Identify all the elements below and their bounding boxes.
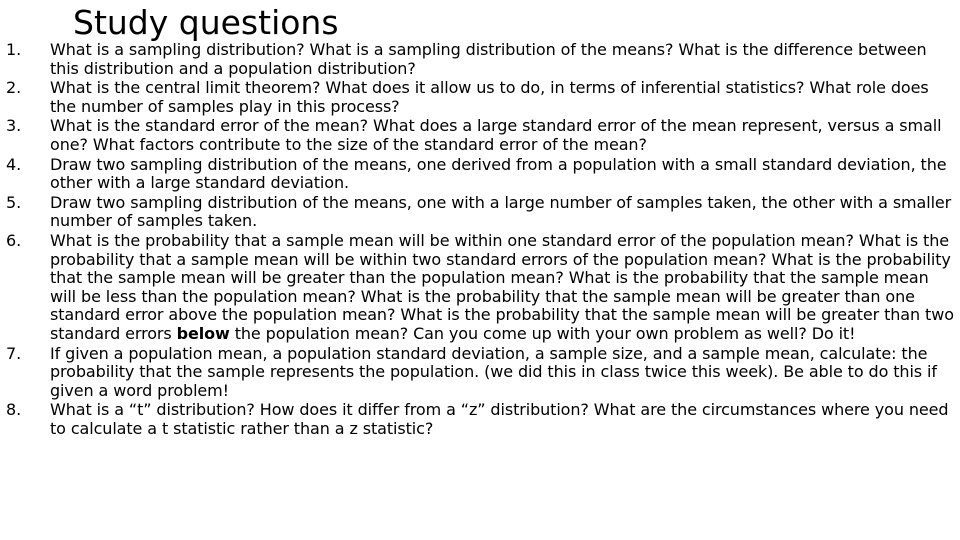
list-item <box>0 345 960 401</box>
list-item <box>0 41 960 78</box>
list-item <box>0 194 960 231</box>
question-number: 4. <box>6 154 22 174</box>
question-number: 7. <box>6 343 22 363</box>
question-text: What is a sampling distribution? What is a sampling distribution of the means? What is the difference between this distribution and a population distribution? <box>50 40 927 78</box>
question-text: What is the standard error of the mean? What does a large standard error of the mean represent, versus a small one? What factors contribute to the size of the standard error of the mean? <box>50 116 942 154</box>
question-text: Draw two sampling distribution of the means, one derived from a population with a small standard deviation, the other with a large standard deviation. <box>50 154 947 193</box>
question-list <box>0 41 960 439</box>
page-title: Study questions <box>73 3 339 42</box>
question-number: 8. <box>6 400 22 420</box>
question-number: 6. <box>6 230 22 250</box>
list-item <box>0 156 960 193</box>
question-text: What is a “t” distribution? How does it differ from a “z” distribution? What are the circumstances where you need to calculate a t statistic rather than a z statistic? <box>50 400 949 438</box>
list-item <box>0 401 960 438</box>
emphasis-text: below <box>176 323 230 343</box>
question-text: Draw two sampling distribution of the means, one with a large number of samples taken, the other with a smaller number of samples taken. <box>50 192 952 231</box>
question-number: 5. <box>6 192 22 212</box>
question-text: If given a population mean, a population standard deviation, a sample size, and a sample mean, calculate: the probability that the sample represents the population. (we did this in class twice this week). Be able to do this if given a word problem! <box>50 343 937 400</box>
list-item <box>0 232 960 344</box>
list-item <box>0 79 960 116</box>
question-number: 2. <box>6 78 22 98</box>
question-number: 1. <box>6 40 22 59</box>
list-item <box>0 117 960 154</box>
question-text-part: the population mean? Can you come up with your own problem as well? Do it! <box>229 323 856 343</box>
question-text: What is the central limit theorem? What does it allow us to do, in terms of inferential statistics? What role does the number of samples play in this process? <box>50 78 929 116</box>
question-number: 3. <box>6 116 22 136</box>
question-text-part: What is the probability that a sample mean will be within one standard error of the population mean? What is the probability that a sample mean will be within two standard errors of the population mean? What is the probability that the sample mean will be greater than the population mean? What is the probability that the sample mean will be less than the population mean? What is the probability that the sample mean will be greater than one standard error above the population mean? What is the probability that the sample mean will be greater than two standard errors <box>50 230 954 343</box>
question-text <box>50 232 956 344</box>
